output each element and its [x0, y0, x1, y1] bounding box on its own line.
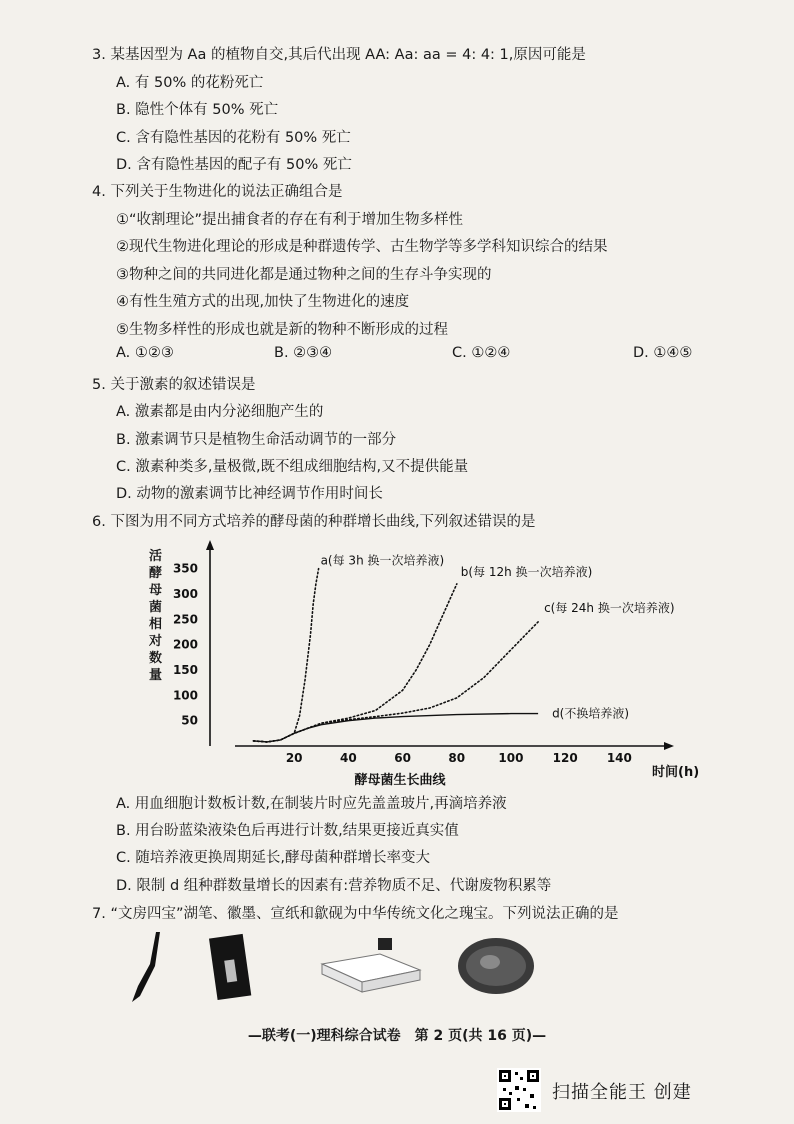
- series-label-a: a(每 3h 换一次培养液): [320, 553, 445, 568]
- q4-item-4: ④有性生殖方式的出现,加快了生物进化的速度: [116, 294, 410, 310]
- q6-stem: 6. 下图为用不同方式培养的酵母菌的种群增长曲线,下列叙述错误的是: [92, 514, 536, 530]
- series-line-a: [254, 569, 319, 742]
- scanner-watermark: 扫描全能王 创建: [552, 1082, 692, 1103]
- q3-option-a: A. 有 50% 的花粉死亡: [116, 75, 264, 91]
- q4-option-d: D. ①④⑤: [633, 345, 693, 361]
- q4-item-3: ③物种之间的共同进化都是通过物种之间的生存斗争实现的: [116, 267, 492, 283]
- y-tick-label: 350: [172, 561, 198, 576]
- y-tick-label: 50: [181, 713, 198, 728]
- qr-code-icon: [497, 1068, 541, 1112]
- q4-option-a: A. ①②③: [116, 345, 174, 361]
- series-label-c: c(每 24h 换一次培养液): [544, 600, 675, 615]
- x-tick-label: 120: [552, 751, 578, 765]
- q4-item-2: ②现代生物进化理论的形成是种群遗传学、古生物学等多学科知识综合的结果: [116, 239, 608, 255]
- chart-title: 酵母菌生长曲线: [354, 773, 446, 788]
- page-footer: —联考(一)理科综合试卷 第 2 页(共 16 页)—: [247, 1028, 547, 1044]
- q6-option-a: A. 用血细胞计数板计数,在制装片时应先盖盖玻片,再滴培养液: [116, 796, 507, 812]
- q3-option-c: C. 含有隐性基因的花粉有 50% 死亡: [116, 130, 351, 146]
- y-axis-arrow: [206, 540, 214, 550]
- x-tick-label: 20: [285, 751, 303, 765]
- q5-stem: 5. 关于激素的叙述错误是: [92, 377, 256, 393]
- brush-picture: [132, 932, 160, 1002]
- q4-stem: 4. 下列关于生物进化的说法正确组合是: [92, 184, 343, 200]
- q3-stem: 3. 某基因型为 Aa 的植物自交,其后代出现 AA: Aa: aa = 4: 4: 1,原因可能是: [92, 47, 586, 63]
- q7-stem: 7. “文房四宝”湖笔、徽墨、宣纸和歙砚为中华传统文化之瑰宝。下列说法正确的是: [92, 906, 619, 922]
- q3-option-d: D. 含有隐性基因的配子有 50% 死亡: [116, 157, 352, 173]
- series-line-c: [254, 622, 539, 742]
- y-tick-label: 150: [172, 663, 198, 677]
- x-axis-label: 时间(h): [652, 765, 700, 780]
- q4-item-5: ⑤生物多样性的形成也就是新的物种不断形成的过程: [116, 322, 448, 338]
- q4-item-1: ①“收割理论”提出捕食者的存在有利于增加生物多样性: [116, 212, 464, 228]
- y-tick-label: 100: [172, 688, 198, 703]
- x-axis-arrow: [664, 742, 674, 750]
- y-tick-label: 250: [172, 612, 198, 627]
- chart-svg: [140, 540, 700, 790]
- q6-option-d: D. 限制 d 组种群数量增长的因素有:营养物质不足、代谢废物积累等: [116, 878, 552, 894]
- series-label-b: b(每 12h 换一次培养液): [460, 564, 593, 579]
- q5-option-c: C. 激素种类多,量极微,既不组成细胞结构,又不提供能量: [116, 459, 469, 475]
- xuan-paper-picture: [322, 938, 420, 992]
- q5-option-d: D. 动物的激素调节比神经调节作用时间长: [116, 486, 383, 502]
- x-tick-label: 140: [606, 751, 632, 765]
- q5-option-b: B. 激素调节只是植物生命活动调节的一部分: [116, 432, 397, 448]
- x-tick-label: 40: [340, 751, 357, 765]
- y-tick-label: 300: [172, 587, 198, 601]
- inkstone-picture: [458, 938, 534, 994]
- q5-option-a: A. 激素都是由内分泌细胞产生的: [116, 404, 324, 420]
- x-tick-label: 60: [394, 751, 411, 765]
- q4-option-b: B. ②③④: [274, 345, 333, 361]
- four-treasures-pictures: [0, 926, 794, 1006]
- x-tick-label: 80: [448, 751, 466, 765]
- x-tick-label: 100: [498, 751, 524, 765]
- q4-option-c: C. ①②④: [452, 345, 511, 361]
- q6-option-b: B. 用台盼蓝染液染色后再进行计数,结果更接近真实值: [116, 823, 459, 839]
- yeast-growth-chart: [140, 540, 700, 790]
- y-tick-label: 200: [172, 637, 198, 652]
- series-label-d: d(不换培养液): [552, 706, 630, 721]
- q3-option-b: B. 隐性个体有 50% 死亡: [116, 102, 279, 118]
- q6-option-c: C. 随培养液更换周期延长,酵母菌种群增长率变大: [116, 850, 430, 866]
- ink-stick-picture: [209, 934, 251, 1000]
- chart-ylabel: 活酵母菌相对数量: [149, 549, 163, 683]
